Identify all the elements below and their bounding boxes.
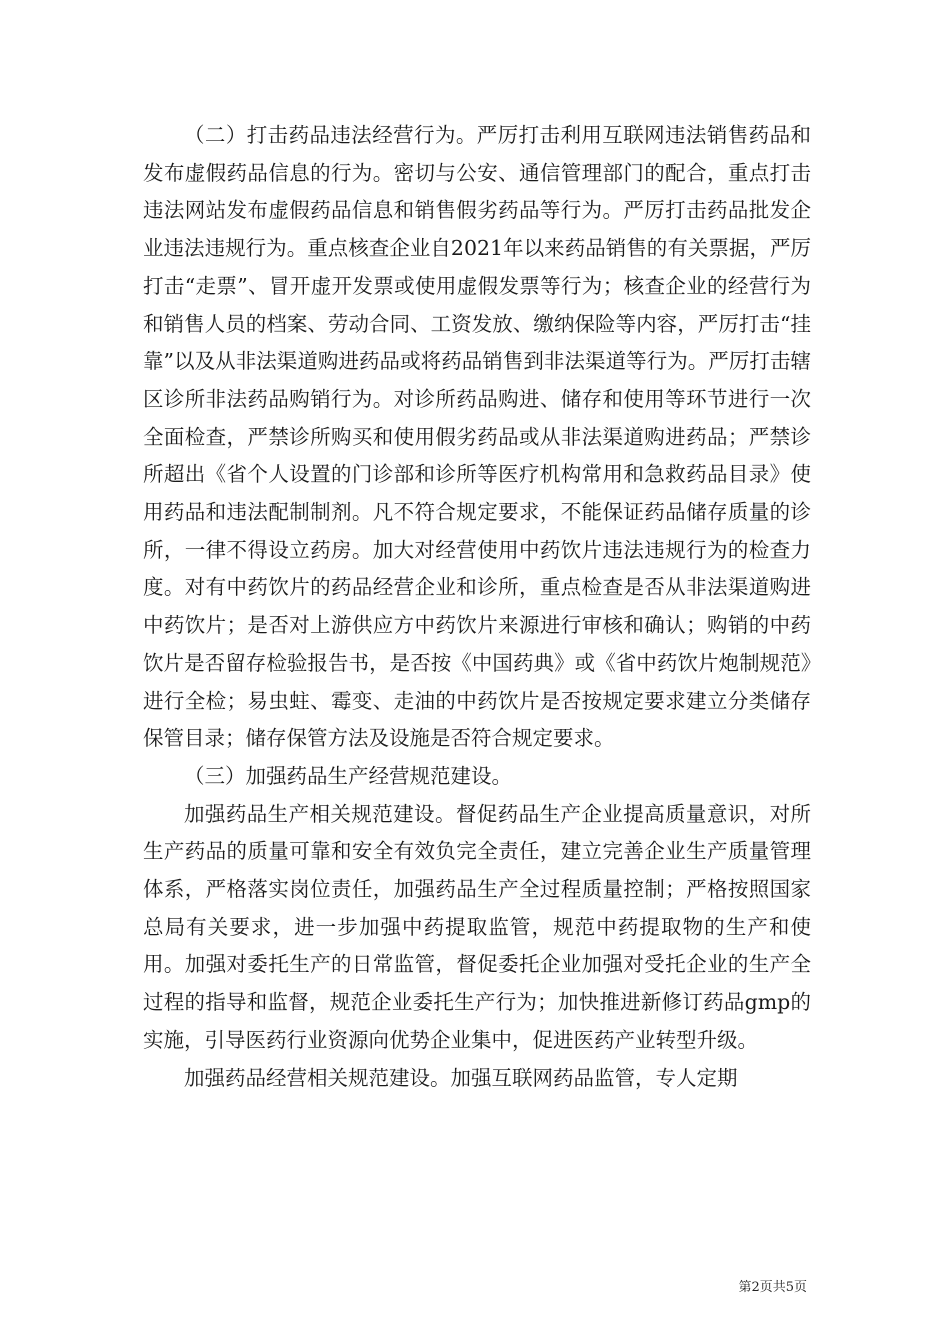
paragraph-combat-illegal-business: （二）打击药品违法经营行为。严厉打击利用互联网违法销售药品和发布虚假药品信息的行为。密切与公安、通信管理部门的配合，重点打击违法网站发布虚假药品信息和销售假劣药品等行为。严厉打击药品批发企业违法违规行为。重点核查企业自2021年以来药品销售的有关票据，严厉打击“走票”、冒开虚开发票或使用虚假发票等行为；核查企业的经营行为和销售人员的档案、劳动合同、工资发放、缴纳保险等内容，严厉打击“挂靠”以及从非法渠道购进药品或将药品销售到非法渠道等行为。严厉打击辖区诊所非法药品购销行为。对诊所药品购进、储存和使用等环节进行一次全面检查，严禁诊所购买和使用假劣药品或从非法渠道购进药品；严禁诊所超出《省个人设置的门诊部和诊所等医疗机构常用和急救药品目录》使用药品和违法配制制剂。凡不符合规定要求，不能保证药品储存质量的诊所，一律不得设立药房。加大对经营使用中药饮片违法违规行为的检查力度。对有中药饮片的药品经营企业和诊所，重点检查是否从非法渠道购进中药饮片；是否对上游供应方中药饮片来源进行审核和确认；购销的中药饮片是否留存检验报告书，是否按《中国药典》或《省中药饮片炮制规范》进行全检；易虫蛀、霉变、走油的中药饮片是否按规定要求建立分类储存保管目录；储存保管方法及设施是否符合规定要求。 <box>143 123 811 751</box>
paragraph-business-standards: 加强药品经营相关规范建设。加强互联网药品监管，专人定期 <box>184 1065 738 1090</box>
paragraph-heading-standardization: （三）加强药品生产经营规范建设。 <box>184 763 512 788</box>
document-body <box>143 117 811 1097</box>
page-number-footer: 第2页共5页 <box>738 1280 807 1295</box>
paragraph-production-standards: 加强药品生产相关规范建设。督促药品生产企业提高质量意识，对所生产药品的质量可靠和安全有效负完全责任，建立完善企业生产质量管理体系，严格落实岗位责任，加强药品生产全过程质量控制；严格按照国家总局有关要求，进一步加强中药提取监管，规范中药提取物的生产和使用。加强对委托生产的日常监管，督促委托企业加强对受托企业的生产全过程的指导和监督，规范企业委托生产行为；加快推进新修订药品gmp的实施，引导医药行业资源向优势企业集中，促进医药产业转型升级。 <box>143 801 811 1052</box>
